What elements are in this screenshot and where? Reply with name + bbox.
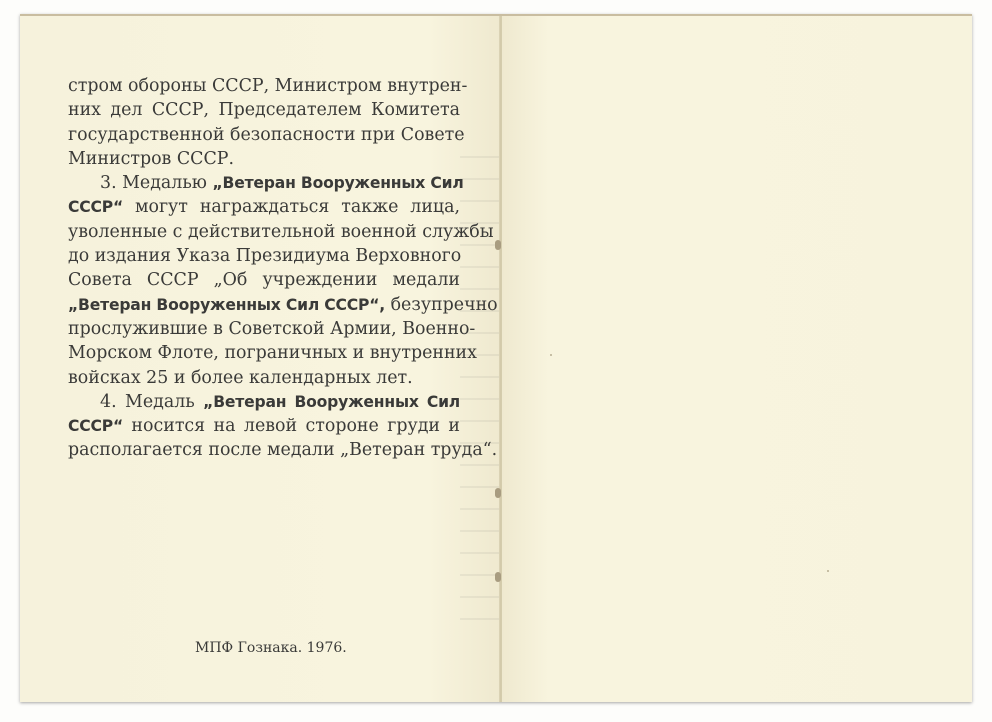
body-text	[68, 74, 498, 463]
text-line: государственной безопасности при Совете	[68, 124, 465, 145]
paragraph-3-line	[68, 171, 464, 195]
left-page	[20, 16, 500, 702]
text-line	[68, 195, 460, 219]
staple-hole	[495, 240, 501, 250]
text-run: могут награждаться также лица,	[134, 197, 461, 218]
text-line: Совета СССР „Об учреждении медали	[68, 270, 460, 291]
printer-imprint: МПФ Гознака. 1976.	[195, 640, 347, 656]
text-run: безупречно	[390, 294, 498, 315]
right-page-blank	[502, 16, 972, 702]
text-line: уволенные с действительной военной службы	[68, 221, 494, 242]
text-line: стром обороны СССР, Министром внутрен-	[68, 76, 468, 96]
text-line	[68, 414, 460, 438]
medal-name-bold: „Ветеран Вооруженных Сил	[212, 174, 464, 193]
text-line: них дел СССР, Председателем Комитета	[68, 100, 460, 121]
booklet-spread	[20, 14, 972, 702]
text-line: Морском Флоте, пограничных и внутренних	[68, 343, 477, 364]
text-line: войсках 25 и более календарных лет.	[68, 367, 413, 388]
text-run: носится на левой стороне груди и	[131, 416, 460, 437]
text-line: Министров СССР.	[68, 148, 235, 169]
medal-name-bold: „Ветеран Вооруженных Сил	[203, 392, 461, 411]
paper-speck	[550, 354, 552, 356]
staple-hole	[495, 572, 501, 582]
text-line: до издания Указа Президиума Верховного	[68, 246, 462, 267]
medal-name-bold: СССР“	[68, 198, 124, 217]
medal-name-bold: „Ветеран Вооруженных Сил СССР“,	[68, 295, 386, 314]
paragraph-4-lead: 4. Медаль	[100, 391, 195, 412]
text-line: прослужившие в Советской Армии, Военно-	[68, 318, 476, 339]
text-line	[68, 293, 498, 317]
staple-hole	[495, 488, 501, 498]
paragraph-4-line	[68, 390, 460, 414]
text-line: располагается после медали „Ветеран труда“.	[68, 440, 498, 461]
paragraph-3-lead: 3. Медалью	[100, 173, 207, 194]
paper-speck	[827, 570, 829, 572]
medal-name-bold: СССР“	[68, 417, 124, 436]
